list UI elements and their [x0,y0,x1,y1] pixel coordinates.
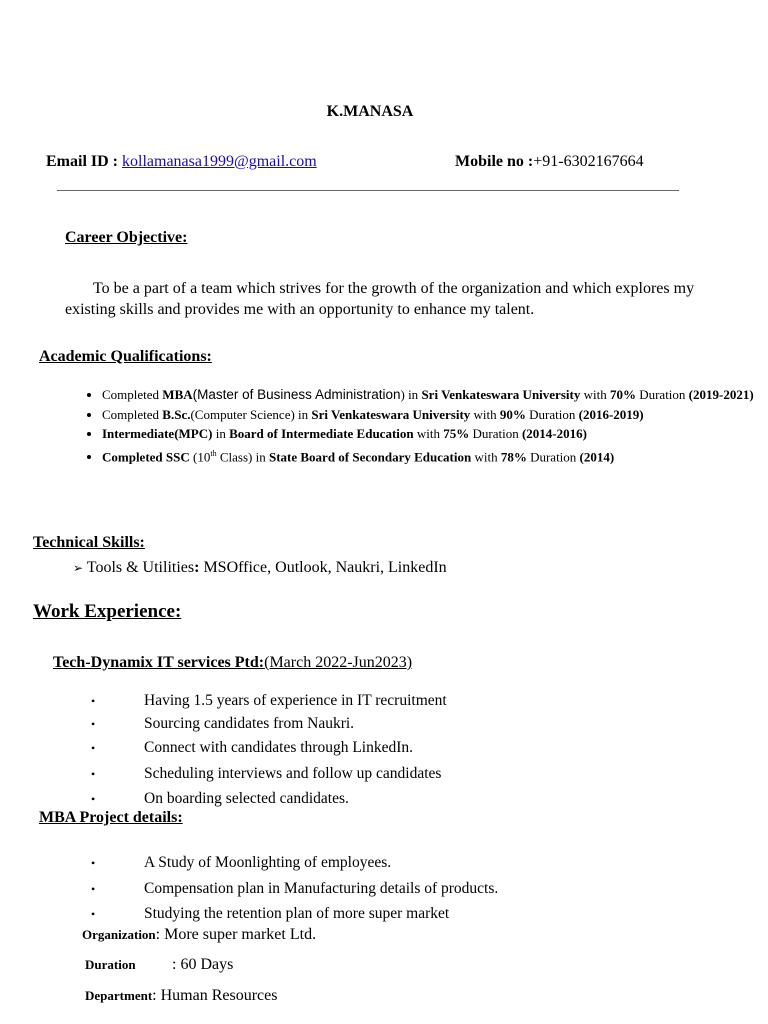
company-line [53,654,412,672]
academic-item-ssc: • Completed SSC (10th Class) in State Board of Secondary Education with 78% Duration (2014) [102,445,762,466]
project-item: Studying the retention plan of more super market [144,905,450,922]
mobile-number: +91-6302167664 [533,153,644,170]
candidate-name: K.MANASA [326,103,414,120]
company-name: Tech-Dynamix IT services Ptd: [53,654,265,671]
work-item: Scheduling interviews and follow up candidates [144,765,442,782]
bullet-icon: • [91,856,96,870]
email-line [46,153,317,171]
organization-value: : More super market Ltd. [155,926,317,943]
academic-heading: Academic Qualifications: [39,348,212,365]
academic-list [66,386,762,467]
work-experience-heading: Work Experience: [33,601,182,622]
bullet-icon: • [91,792,96,806]
career-objective-body: To be a part of a team which strives for the growth of the organization and which explores my existing skills and provides me with an opportunity to enhance my talent. [65,280,695,318]
technical-skills-heading: Technical Skills: [33,534,145,551]
bullet-icon: • [91,694,96,708]
mba-project-heading: MBA Project details: [39,809,183,826]
duration-value: : 60 Days [172,956,234,973]
email-label: Email ID : [46,153,118,170]
mobile-line [455,153,644,171]
department-line [85,987,277,1005]
arrow-bullet-icon: ➢ [73,561,84,575]
duration-line [85,956,233,974]
career-objective-text [65,278,705,320]
department-value: : Human Resources [152,987,278,1004]
mobile-label: Mobile no : [455,153,534,170]
technical-skills-item: ➢ Tools & Utilities: MSOffice, Outlook, Naukri, LinkedIn [73,559,447,576]
bullet-icon: • [91,907,96,921]
department-label: Department [85,988,153,1003]
bullet-icon: • [91,717,96,731]
work-item: Having 1.5 years of experience in IT recruitment [144,692,447,709]
header-divider [57,190,679,191]
bullet-icon: • [91,741,96,755]
academic-item-bsc: • Completed B.Sc.(Computer Science) in Sri Venkateswara University with 90% Duration (2016-2019) [102,406,762,424]
company-period: (March 2022-Jun2023) [264,654,413,671]
duration-label: Duration [85,957,136,972]
skills-label: Tools & Utilities [86,559,195,576]
academic-item-intermediate: • Intermediate(MPC) in Board of Intermediate Education with 75% Duration (2014-2016) [102,425,762,443]
academic-item-mba: • Completed MBA(Master of Business Administration) in Sri Venkateswara University with 70% Duration (2019-2021) [102,386,762,404]
work-item: Connect with candidates through LinkedIn. [144,739,414,756]
bullet-icon: • [91,767,96,781]
work-item: On boarding selected candidates. [144,790,349,807]
organization-label: Organization [82,927,156,942]
organization-line [82,926,316,944]
email-link[interactable]: kollamanasa1999@gmail.com [122,153,317,170]
project-item: Compensation plan in Manufacturing details of products. [144,880,499,897]
skills-value: MSOffice, Outlook, Naukri, LinkedIn [199,559,447,576]
project-item: A Study of Moonlighting of employees. [144,854,392,871]
career-objective-heading: Career Objective: [65,229,188,246]
bullet-icon: • [91,882,96,896]
work-item: Sourcing candidates from Naukri. [144,715,355,732]
